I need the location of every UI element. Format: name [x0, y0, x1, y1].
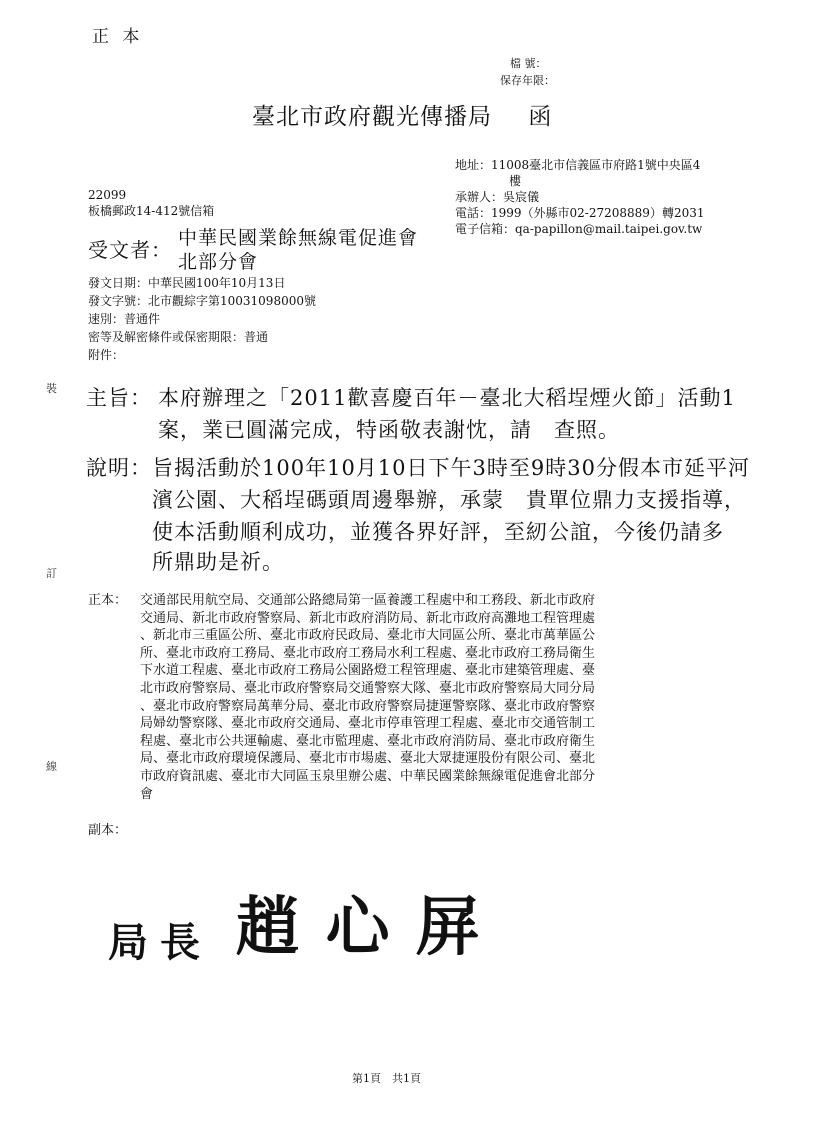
po-box: 板橋郵政14-412號信箱	[88, 204, 215, 218]
phone-number: 電話：1999（外縣市02-27208889）轉2031	[455, 206, 705, 220]
subject-line-2: 案，業已圓滿完成，特函敬表謝忱，請 查照。	[158, 418, 620, 442]
explanation-line-1: 旨揭活動於100年10月10日下午3時至9時30分假本市延平河	[152, 456, 750, 480]
page-number: 第1頁 共1頁	[352, 1072, 421, 1085]
explanation-line-4: 所鼎助是祈。	[152, 550, 284, 574]
director-title: 局長	[108, 919, 212, 966]
recipient-list-line: 交通部民用航空局、交通部公路總局第一區養護工程處中和工務段、新北市政府	[140, 593, 596, 608]
mailing-address	[88, 187, 214, 219]
recipient-name	[178, 226, 418, 274]
agency-title	[252, 98, 552, 131]
recipient-list-line: 程處、臺北市公共運輸處、臺北市監理處、臺北市政府消防局、臺北市政府衛生	[140, 733, 596, 749]
recipient-list-line: 北市政府警察局、臺北市政府警察局交通警察大隊、臺北市政府警察局大同分局	[140, 680, 596, 696]
attachment-label: 附件：	[88, 348, 125, 362]
agency-name: 臺北市政府觀光傳播局	[252, 104, 492, 130]
copy-recipients-label: 副本：	[88, 823, 128, 838]
address-line-2: 樓	[509, 174, 522, 188]
recipient-list-line: 下水道工程處、臺北市政府工務局公園路燈工程管理處、臺北市建築管理處、臺	[140, 663, 596, 679]
address-line-1: 地址：11008臺北市信義區市府路1號中央區4	[455, 158, 701, 172]
handler-name: 承辦人：吳宸儀	[455, 190, 540, 204]
delivery-speed: 速別：普通件	[88, 312, 161, 326]
explanation-label: 說明：	[86, 456, 152, 480]
document-meta	[88, 274, 316, 364]
binding-mark-zhuang: 裝	[46, 382, 57, 395]
issue-date: 發文日期：中華民國100年10月13日	[88, 276, 286, 290]
recipient-list-line: 局婦幼警察隊、臺北市政府交通局、臺北市停車管理工程處、臺北市交通管制工	[140, 716, 596, 732]
signature-block	[108, 876, 506, 968]
subject-line-1: 本府辦理之「2011歡喜慶百年－臺北大稻埕煙火節」活動1	[158, 386, 736, 410]
recipient-list-line: 交通局、新北市政府警察局、新北市政府消防局、新北市政府高灘地工程管理處	[140, 610, 596, 626]
security-level: 密等及解密條件或保密期限：普通	[88, 330, 269, 344]
postal-code: 22099	[88, 188, 127, 202]
retention-period-label: 保存年限：	[500, 74, 555, 87]
recipient-name-line-1: 中華民國業餘無線電促進會	[178, 227, 419, 249]
binding-mark-ding: 訂	[46, 567, 57, 580]
recipient-list-line: 、臺北市政府警察局萬華分局、臺北市政府警察局捷運警察隊、臺北市政府警察	[140, 698, 596, 714]
email-address: 電子信箱：qa-papillon@mail.taipei.gov.tw	[455, 222, 703, 236]
director-signature: 趙心屏	[235, 890, 506, 965]
recipient-name-line-2: 北部分會	[178, 251, 259, 273]
recipient-list-line: 所、臺北市政府工務局、臺北市政府工務局水利工程處、臺北市政府工務局衛生	[140, 645, 596, 661]
file-number-label: 檔 號：	[510, 57, 547, 70]
recipient-label: 受文者：	[88, 238, 172, 262]
recipient-list-line: 市政府資訊處、臺北市大同區玉泉里辦公處、中華民國業餘無線電促進會北部分	[140, 768, 596, 784]
explanation-line-2: 濱公園、大稻埕碼頭周邊舉辦，承蒙 貴單位鼎力支援指導，	[152, 488, 746, 512]
document-type: 函	[528, 104, 553, 130]
document-number: 發文字號：北市觀綜字第10031098000號	[88, 294, 316, 308]
contact-info	[455, 157, 704, 237]
copy-type-label: 正 本	[92, 27, 144, 47]
binding-mark-xian: 線	[46, 760, 57, 773]
explanation-line-3: 使本活動順利成功，並獲各界好評，至紉公誼，今後仍請多	[152, 520, 724, 544]
original-recipients-label: 正本：	[88, 593, 128, 608]
subject-label: 主旨：	[86, 386, 152, 410]
recipient-list-line: 局、臺北市政府環境保護局、臺北市市場處、臺北大眾捷運股份有限公司、臺北	[140, 751, 596, 767]
original-recipients-list	[140, 592, 740, 803]
recipient-list-line: 、新北市三重區公所、臺北市政府民政局、臺北市大同區公所、臺北市萬華區公	[140, 628, 596, 644]
recipient-list-line: 會	[140, 786, 154, 802]
